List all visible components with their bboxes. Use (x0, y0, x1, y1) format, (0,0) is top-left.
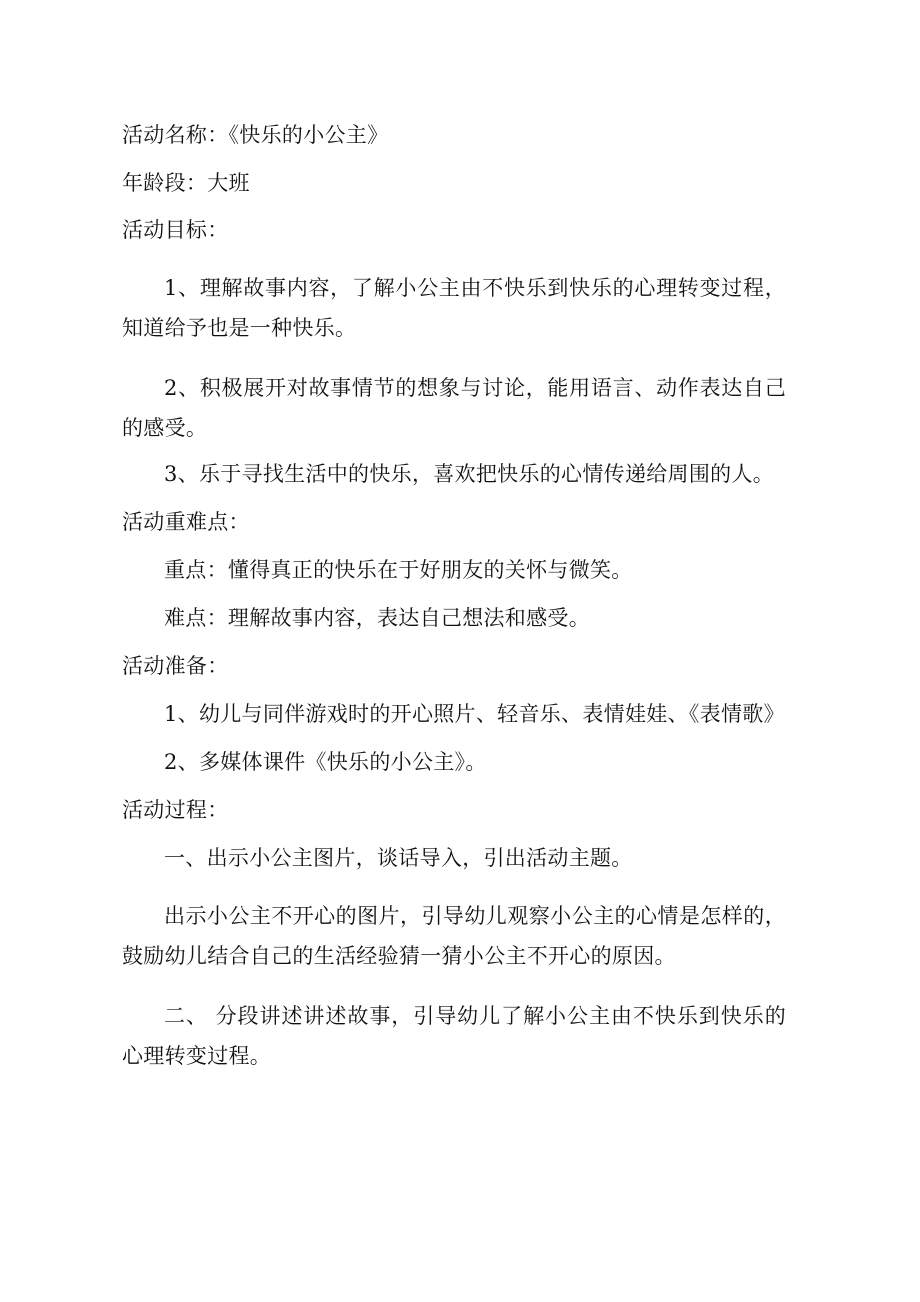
goal-2: 2、积极展开对故事情节的想象与讨论，能用语言、动作表达自己的感受。 (122, 376, 786, 440)
activity-name: 活动名称：《快乐的小公主》 (122, 123, 389, 147)
process-step-2: 二、 分段讲述讲述故事，引导幼儿了解小公主由不快乐到快乐的心理转变过程。 (122, 1004, 786, 1068)
process-step-1-detail: 出示小公主不开心的图片，引导幼儿观察小公主的心情是怎样的，鼓励幼儿结合自己的生活经验猜一猜小公主不开心的原因。 (122, 904, 786, 968)
goals-heading: 活动目标： (122, 218, 229, 242)
key-point: 重点：懂得真正的快乐在于好朋友的关怀与微笑。 (164, 558, 633, 582)
process-step-1: 一、出示小公主图片，谈话导入，引出活动主题。 (164, 846, 633, 870)
prep-item-2: 2、多媒体课件《快乐的小公主》。 (164, 750, 487, 774)
preparation-heading: 活动准备： (122, 654, 229, 678)
process-heading: 活动过程： (122, 798, 229, 822)
difficult-point: 难点：理解故事内容，表达自己想法和感受。 (164, 606, 590, 630)
goal-3: 3、乐于寻找生活中的快乐，喜欢把快乐的心情传递给周围的人。 (164, 462, 775, 486)
key-points-heading: 活动重难点： (122, 510, 250, 534)
age-group: 年龄段：大班 (122, 171, 250, 195)
prep-item-1: 1、幼儿与同伴游戏时的开心照片、轻音乐、表情娃娃、《表情歌》 (164, 702, 785, 726)
goal-1: 1、理解故事内容，了解小公主由不快乐到快乐的心理转变过程，知道给予也是一种快乐。 (122, 276, 786, 340)
